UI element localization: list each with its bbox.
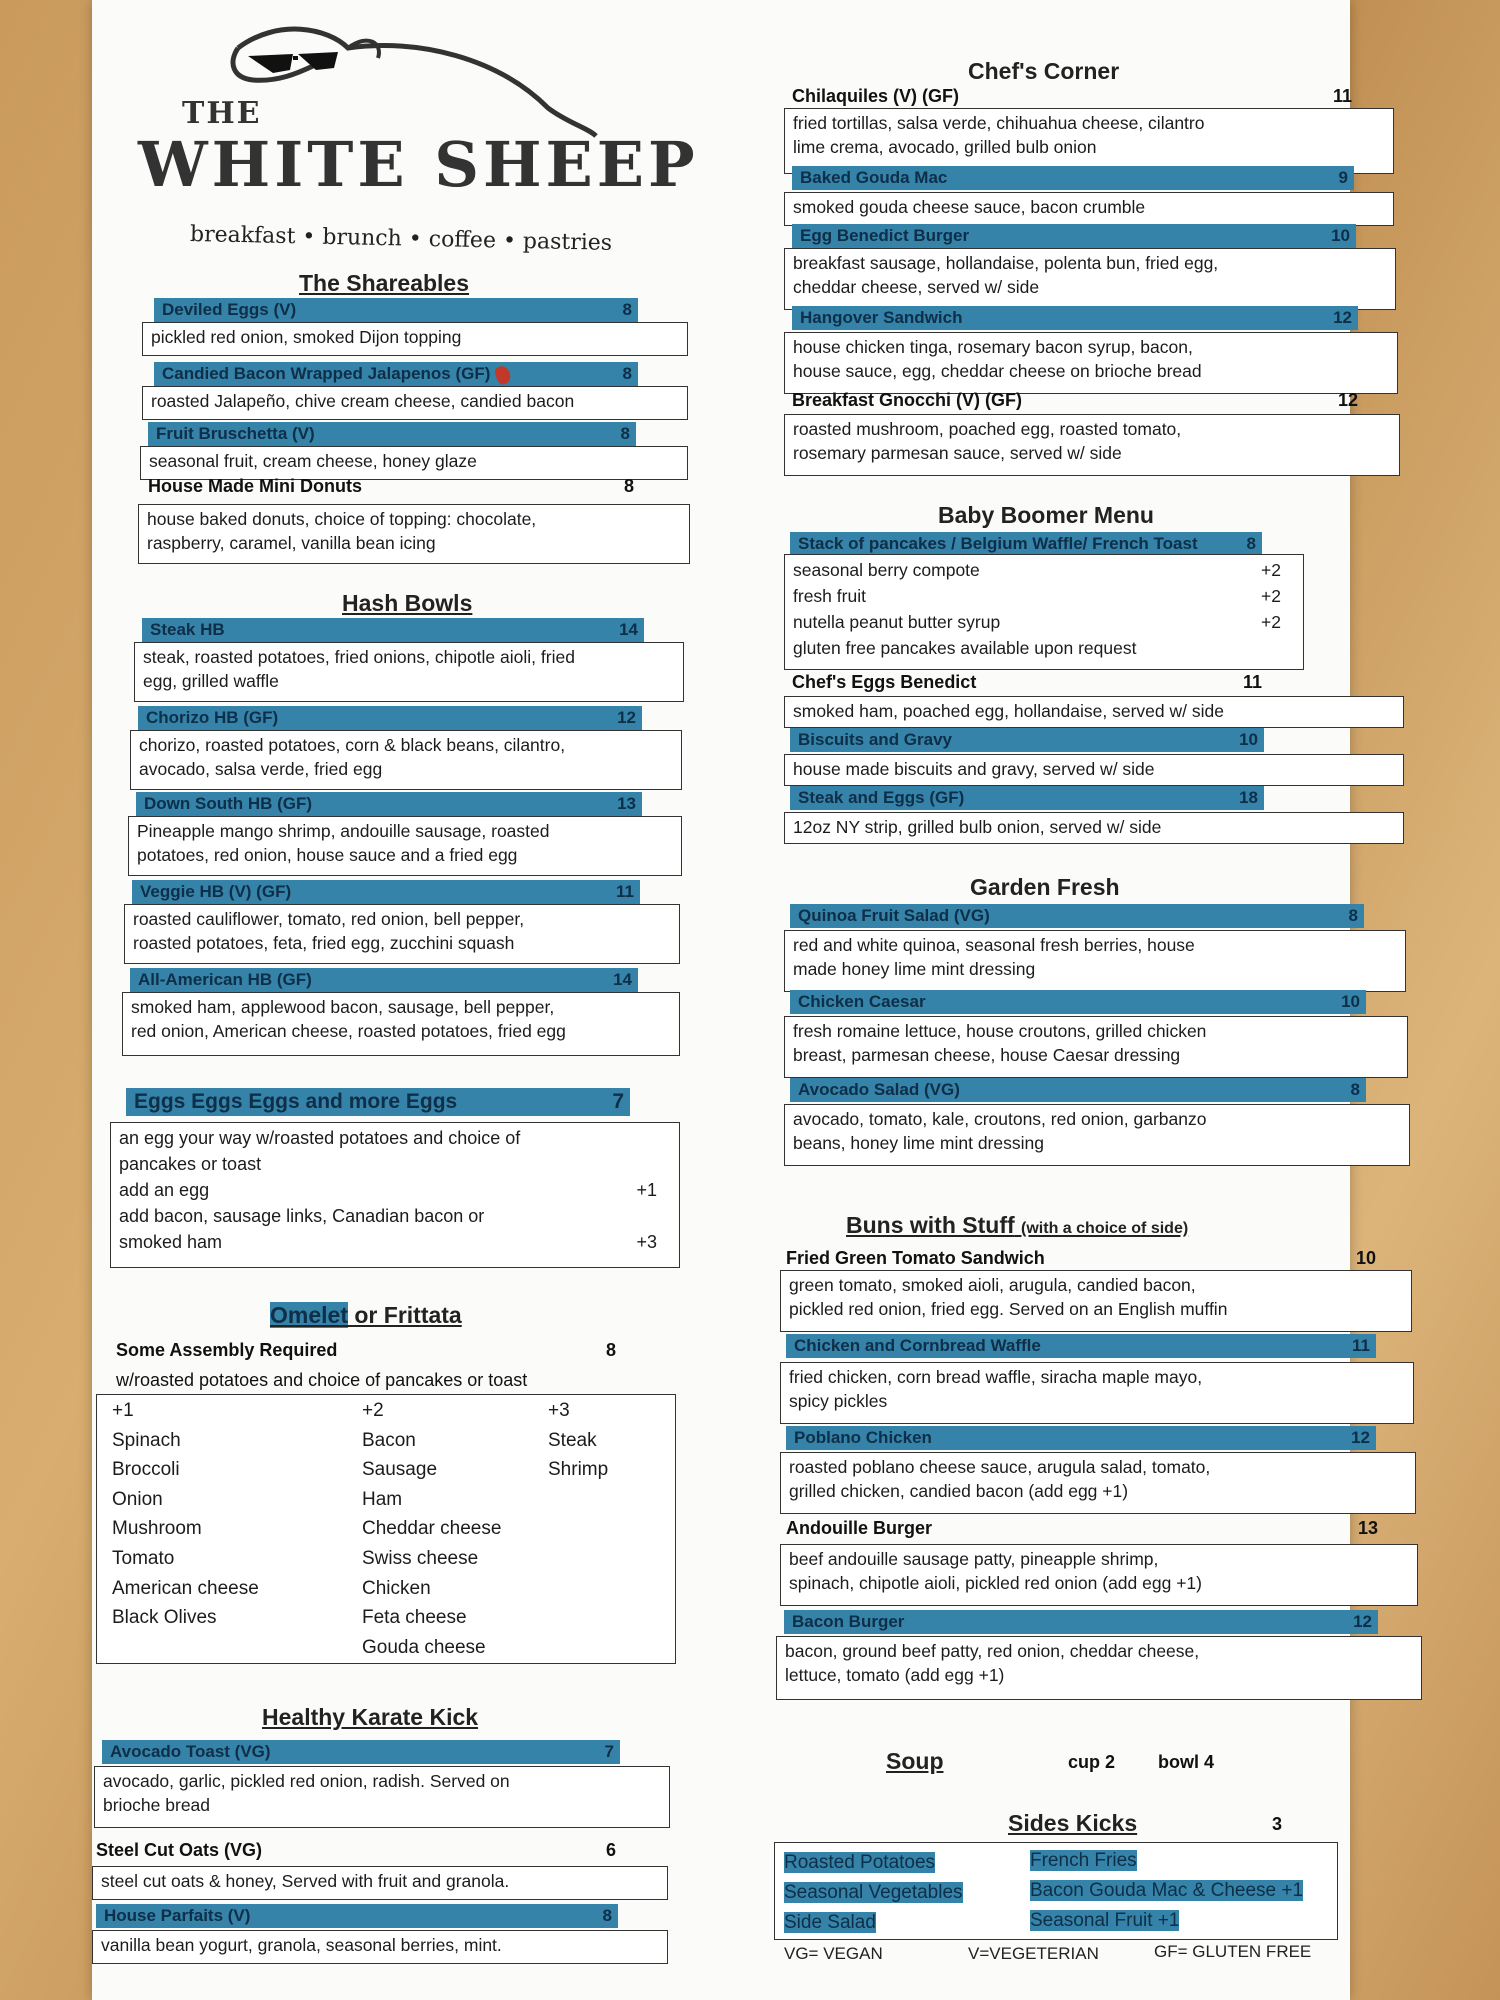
legend-vegan: VG= VEGAN: [784, 1944, 883, 1963]
item-baked-gouda-mac: Baked Gouda Mac 9: [792, 166, 1354, 190]
section-title-garden-fresh: Garden Fresh: [970, 874, 1120, 900]
item-chicken-caesar: Chicken Caesar 10: [790, 990, 1366, 1014]
item-some-assembly-required: Some Assembly Required 8: [116, 1340, 616, 1360]
section-title-hash-bowls: Hash Bowls: [342, 590, 473, 616]
sides-price: 3: [1272, 1814, 1283, 1834]
desc-steak-hb: steak, roasted potatoes, fried onions, chipotle aioli, fried egg, grilled waffle: [134, 642, 684, 702]
section-title-healthy: Healthy Karate Kick: [262, 1704, 479, 1730]
item-quinoa-fruit-salad: Quinoa Fruit Salad (VG) 8: [790, 904, 1364, 928]
side-item: French Fries: [1030, 1850, 1137, 1871]
desc-avocado-toast: avocado, garlic, pickled red onion, radish. Served on brioche bread: [94, 1766, 670, 1828]
omelet-options-col1: +1 Spinach Broccoli Onion Mushroom Tomato American cheese Black Olives: [112, 1400, 259, 1629]
desc-chefs-eggs-benedict: smoked ham, poached egg, hollandaise, served w/ side: [784, 696, 1404, 728]
desc-breakfast-gnocchi: roasted mushroom, poached egg, roasted tomato, rosemary parmesan sauce, served w/ side: [784, 414, 1400, 476]
item-chorizo-hb: Chorizo HB (GF) 12: [138, 706, 642, 730]
section-title-shareables: The Shareables: [299, 270, 470, 296]
item-bacon-burger: Bacon Burger 12: [784, 1610, 1378, 1634]
desc-fruit-bruschetta: seasonal fruit, cream cheese, honey glaze: [140, 446, 688, 480]
item-fruit-bruschetta: Fruit Bruschetta (V) 8: [148, 422, 636, 446]
desc-steak-and-eggs: 12oz NY strip, grilled bulb onion, served w/ side: [784, 812, 1404, 844]
item-house-parfaits: House Parfaits (V) 8: [96, 1904, 618, 1928]
omelet-options-col2: +2 Bacon Sausage Ham Cheddar cheese Swiss cheese Chicken Feta cheese Gouda cheese: [362, 1400, 502, 1658]
desc-poblano-chicken: roasted poblano cheese sauce, arugula salad, tomato, grilled chicken, candied bacon (add egg +1): [780, 1452, 1416, 1514]
item-biscuits-and-gravy: Biscuits and Gravy 10: [790, 728, 1264, 752]
logo-the: THE: [182, 96, 262, 131]
item-andouille-burger: Andouille Burger 13: [786, 1518, 1378, 1538]
desc-hangover-sandwich: house chicken tinga, rosemary bacon syrup, bacon, house sauce, egg, cheddar cheese on brioche bread: [784, 332, 1398, 394]
desc-avocado-salad: avocado, tomato, kale, croutons, red onion, garbanzo beans, honey lime mint dressing: [784, 1104, 1410, 1166]
item-mini-donuts: House Made Mini Donuts 8: [148, 476, 634, 496]
tagline: breakfast • brunch • coffee • pastries: [189, 222, 613, 256]
item-chefs-eggs-benedict: Chef's Eggs Benedict 11: [792, 672, 1262, 692]
item-stack-of-pancakes: Stack of pancakes / Belgium Waffle/ French Toast 8: [790, 532, 1262, 556]
legend-vegetarian: V=VEGETERIAN: [968, 1944, 1099, 1963]
section-title-sides: Sides Kicks: [1008, 1810, 1138, 1836]
desc-chilaquiles: fried tortillas, salsa verde, chihuahua cheese, cilantro lime crema, avocado, grilled bulb onion: [784, 108, 1394, 174]
desc-andouille-burger: beef andouille sausage patty, pineapple shrimp, spinach, chipotle aioli, pickled red onion (add egg +1): [780, 1544, 1418, 1606]
sheep-icon: [218, 18, 598, 138]
item-steak-hb: Steak HB 14: [142, 618, 644, 642]
item-deviled-eggs: Deviled Eggs (V) 8: [154, 298, 638, 322]
desc-biscuits-and-gravy: house made biscuits and gravy, served w/ side: [784, 754, 1404, 786]
desc-egg-benedict-burger: breakfast sausage, hollandaise, polenta bun, fried egg, cheddar cheese, served w/ side: [784, 248, 1396, 310]
desc-veggie-hb: roasted cauliflower, tomato, red onion, bell pepper, roasted potatoes, feta, fried egg, zucchini squash: [124, 904, 680, 964]
desc-all-american-hb: smoked ham, applewood bacon, sausage, bell pepper, red onion, American cheese, roasted potatoes, fried egg: [122, 992, 680, 1056]
item-down-south-hb: Down South HB (GF) 13: [136, 792, 642, 816]
side-item: Side Salad: [784, 1912, 876, 1933]
desc-mini-donuts: house baked donuts, choice of topping: chocolate, raspberry, caramel, vanilla bean icing: [138, 504, 690, 564]
desc-deviled-eggs: pickled red onion, smoked Dijon topping: [142, 322, 688, 356]
desc-down-south-hb: Pineapple mango shrimp, andouille sausage, roasted potatoes, red onion, house sauce and a fried egg: [128, 816, 682, 876]
item-avocado-salad: Avocado Salad (VG) 8: [790, 1078, 1366, 1102]
item-breakfast-gnocchi: Breakfast Gnocchi (V) (GF) 12: [792, 390, 1358, 410]
item-avocado-toast: Avocado Toast (VG) 7: [102, 1740, 620, 1764]
desc-fried-green-tomato: green tomato, smoked aioli, arugula, candied bacon, pickled red onion, fried egg. Served on an English muffin: [780, 1270, 1412, 1332]
desc-candied-bacon-jalapenos: roasted Jalapeño, chive cream cheese, candied bacon: [142, 386, 688, 420]
desc-steel-cut-oats: steel cut oats & honey, Served with fruit and granola.: [92, 1866, 668, 1900]
desc-eggs-and-more: an egg your way w/roasted potatoes and choice of pancakes or toast add an egg +1 add bacon, sausage links, Canadian bacon or smoked ham +3: [110, 1122, 680, 1268]
section-title-soup: Soup: [886, 1748, 944, 1774]
desc-chicken-caesar: fresh romaine lettuce, house croutons, grilled chicken breast, parmesan cheese, house Caesar dressing: [784, 1016, 1408, 1078]
item-hangover-sandwich: Hangover Sandwich 12: [792, 306, 1358, 330]
item-fried-green-tomato: Fried Green Tomato Sandwich 10: [786, 1248, 1376, 1268]
side-item: Roasted Potatoes: [784, 1852, 936, 1873]
pepper-icon: [494, 364, 513, 386]
side-item: Bacon Gouda Mac & Cheese +1: [1030, 1880, 1304, 1901]
section-title-omelet: Omelet or Frittata: [270, 1302, 462, 1328]
item-veggie-hb: Veggie HB (V) (GF) 11: [132, 880, 640, 904]
section-title-chefs-corner: Chef's Corner: [968, 58, 1120, 84]
logo: [138, 18, 758, 256]
desc-quinoa-fruit-salad: red and white quinoa, seasonal fresh berries, house made honey lime mint dressing: [784, 930, 1406, 992]
item-candied-bacon-jalapenos: Candied Bacon Wrapped Jalapenos (GF) 8: [154, 362, 638, 386]
item-chicken-cornbread-waffle: Chicken and Cornbread Waffle 11: [786, 1334, 1376, 1358]
desc-chicken-cornbread-waffle: fried chicken, corn bread waffle, siracha maple mayo, spicy pickles: [780, 1362, 1414, 1424]
item-steel-cut-oats: Steel Cut Oats (VG) 6: [96, 1840, 616, 1860]
menu-page: [92, 0, 1378, 2000]
item-eggs-and-more: Eggs Eggs Eggs and more Eggs 7: [126, 1088, 630, 1116]
sides-right-list: [1030, 1846, 1303, 1936]
side-item: Seasonal Fruit +1: [1030, 1910, 1180, 1931]
omelet-options-col3: +3 Steak Shrimp: [548, 1400, 609, 1481]
desc-bacon-burger: bacon, ground beef patty, red onion, cheddar cheese, lettuce, tomato (add egg +1): [776, 1636, 1422, 1700]
sides-left-list: [784, 1848, 963, 1938]
side-item: Seasonal Vegetables: [784, 1882, 963, 1903]
legend-gluten-free: GF= GLUTEN FREE: [1154, 1942, 1312, 1961]
omelet-subtitle: w/roasted potatoes and choice of pancakes or toast: [116, 1370, 528, 1390]
desc-house-parfaits: vanilla bean yogurt, granola, seasonal berries, mint.: [92, 1930, 668, 1964]
section-title-buns: Buns with Stuff (with a choice of side): [846, 1212, 1189, 1238]
logo-name: WHITE SHEEP: [138, 128, 699, 201]
section-title-baby-boomer: Baby Boomer Menu: [938, 502, 1154, 528]
soup-cup-price: cup 2: [1068, 1752, 1116, 1772]
desc-baked-gouda-mac: smoked gouda cheese sauce, bacon crumble: [784, 192, 1394, 226]
item-egg-benedict-burger: Egg Benedict Burger 10: [792, 224, 1356, 248]
soup-bowl-price: bowl 4: [1158, 1752, 1215, 1772]
item-chilaquiles: Chilaquiles (V) (GF) 11: [792, 86, 1352, 106]
desc-stack-of-pancakes: seasonal berry compote +2 fresh fruit +2 nutella peanut butter syrup +2 gluten free pancakes available upon request: [784, 554, 1304, 670]
desc-chorizo-hb: chorizo, roasted potatoes, corn & black beans, cilantro, avocado, salsa verde, fried egg: [130, 730, 682, 790]
item-steak-and-eggs: Steak and Eggs (GF) 18: [790, 786, 1264, 810]
item-poblano-chicken: Poblano Chicken 12: [786, 1426, 1376, 1450]
item-all-american-hb: All-American HB (GF) 14: [130, 968, 638, 992]
